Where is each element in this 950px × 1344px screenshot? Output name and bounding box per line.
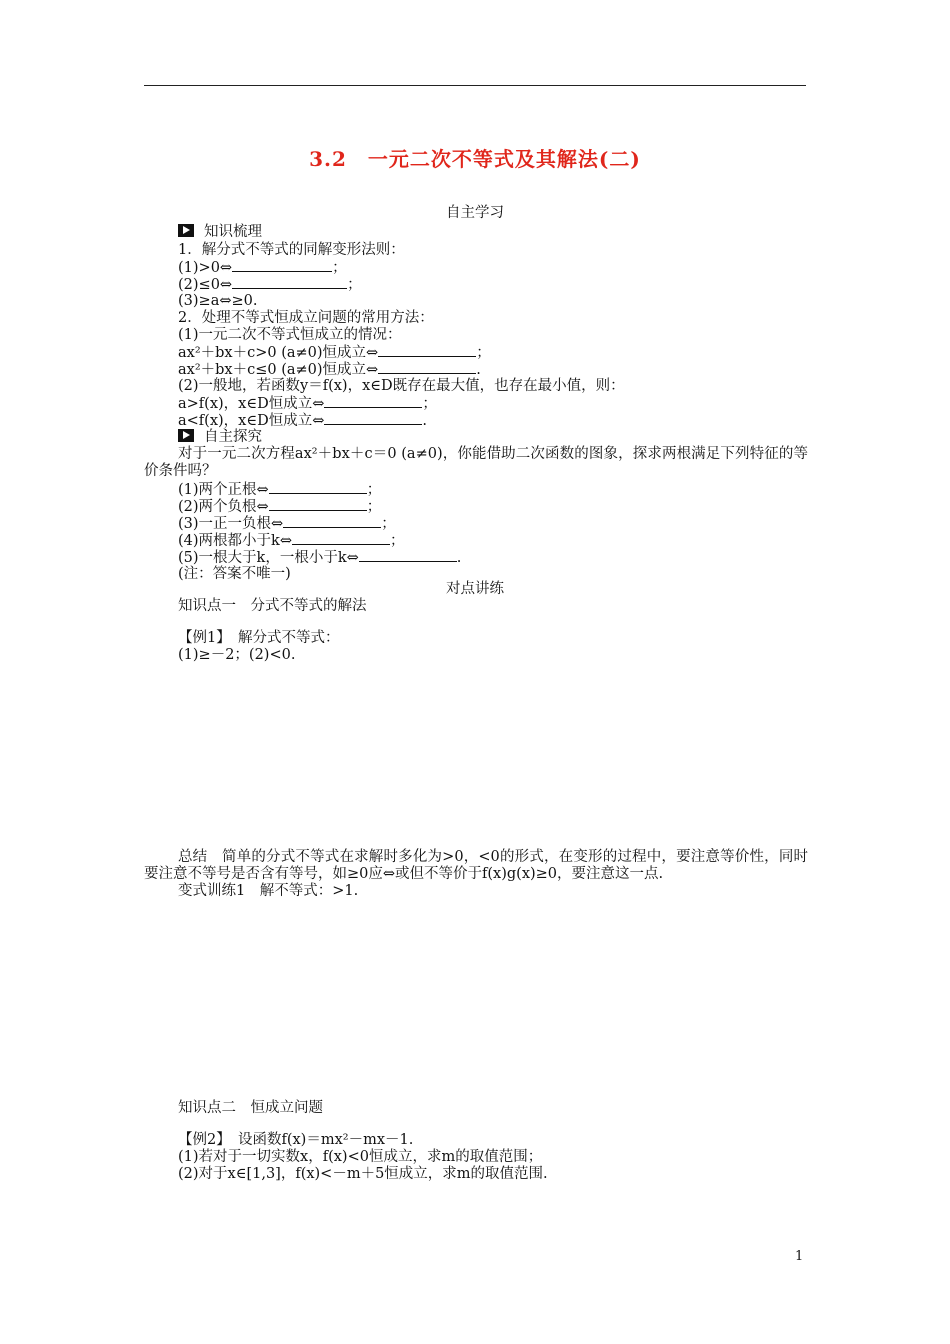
answer-blank xyxy=(269,481,367,494)
knowledge-point-1: 知识点一 分式不等式的解法 xyxy=(178,598,367,614)
text-line: (2)两个负根⇔ ； xyxy=(178,499,382,515)
answer-blank xyxy=(232,259,332,272)
text-line: (2)≤0⇔ ； xyxy=(178,277,362,293)
answer-blank xyxy=(378,361,476,374)
section-heading-practice: 对点讲练 xyxy=(446,581,504,597)
explore-heading-label: 自主探究 xyxy=(204,429,262,445)
answer-blank xyxy=(269,498,367,511)
text-line: (1)>0⇔ ； xyxy=(178,260,347,276)
answer-blank xyxy=(378,344,476,357)
answer-blank xyxy=(324,395,422,408)
example-label: 【例2】 xyxy=(178,1132,224,1148)
explore-heading xyxy=(178,429,262,446)
answer-blank xyxy=(359,549,457,562)
explore-paragraph: 对于一元二次方程ax²＋bx＋c＝0 (a≠0)，你能借助二次函数的图象，探求两根满足下列特征的等价条件吗？ xyxy=(144,446,808,479)
example-2-question-2: (2)对于x∈[1,3]，f(x)<－m＋5恒成立，求m的取值范围. xyxy=(178,1166,548,1182)
text-line: 1．解分式不等式的同解变形法则： xyxy=(178,242,405,258)
note-line: (注：答案不唯一) xyxy=(178,566,291,582)
example-2: 【例2】 设函数f(x)＝mx²－mx－1. xyxy=(178,1132,414,1148)
example-label: 【例1】 xyxy=(178,630,224,646)
text-line: (5)一根大于k，一根小于k⇔ . xyxy=(178,550,462,566)
header-rule xyxy=(144,85,806,86)
play-triangle-icon xyxy=(178,429,194,442)
text-line: ax²＋bx＋c>0 (a≠0)恒成立⇔ ； xyxy=(178,345,491,361)
play-triangle-icon xyxy=(178,224,194,237)
knowledge-point-2: 知识点二 恒成立问题 xyxy=(178,1100,323,1116)
answer-blank xyxy=(324,412,422,425)
text-line: a<f(x)，x∈D恒成立⇔ . xyxy=(178,413,427,429)
section-heading-self-study: 自主学习 xyxy=(446,205,504,221)
page-title: 3.2 一元二次不等式及其解法(二) xyxy=(309,147,641,171)
answer-blank xyxy=(283,515,381,528)
answer-blank xyxy=(232,276,347,289)
text-line: ax²＋bx＋c≤0 (a≠0)恒成立⇔ . xyxy=(178,362,481,378)
knowledge-heading xyxy=(178,224,262,241)
text-line: (4)两根都小于k⇔ ； xyxy=(178,533,405,549)
text-line: a>f(x)，x∈D恒成立⇔ ； xyxy=(178,396,437,412)
answer-blank xyxy=(292,532,390,545)
text-line: (3)一正一负根⇔ ； xyxy=(178,516,396,532)
text-line: (3)≥a⇔≥0. xyxy=(178,293,258,309)
text-line: 2．处理不等式恒成立问题的常用方法： xyxy=(178,310,434,326)
example-1-items: (1)≥－2；(2)<0. xyxy=(178,647,296,663)
text-line: (2)一般地，若函数y＝f(x)，x∈D既存在最大值，也存在最小值，则： xyxy=(178,378,625,394)
variant-exercise-1: 变式训练1 解不等式：>1. xyxy=(178,883,359,899)
example-2-question-1: (1)若对于一切实数x，f(x)<0恒成立，求m的取值范围； xyxy=(178,1149,543,1165)
text-line: (1)一元二次不等式恒成立的情况： xyxy=(178,327,402,343)
example-1: 【例1】 解分式不等式： xyxy=(178,630,340,646)
summary-paragraph: 总结 简单的分式不等式在求解时多化为>0，<0的形式，在变形的过程中，要注意等价性，同时要注意不等号是否含有等号，如≥0应⇔或但不等价于f(x)g(x)≥0，要注意这一点. xyxy=(144,849,808,882)
knowledge-heading-label: 知识梳理 xyxy=(204,224,262,240)
text-line: (1)两个正根⇔ ； xyxy=(178,482,382,498)
page-number: 1 xyxy=(795,1249,804,1264)
